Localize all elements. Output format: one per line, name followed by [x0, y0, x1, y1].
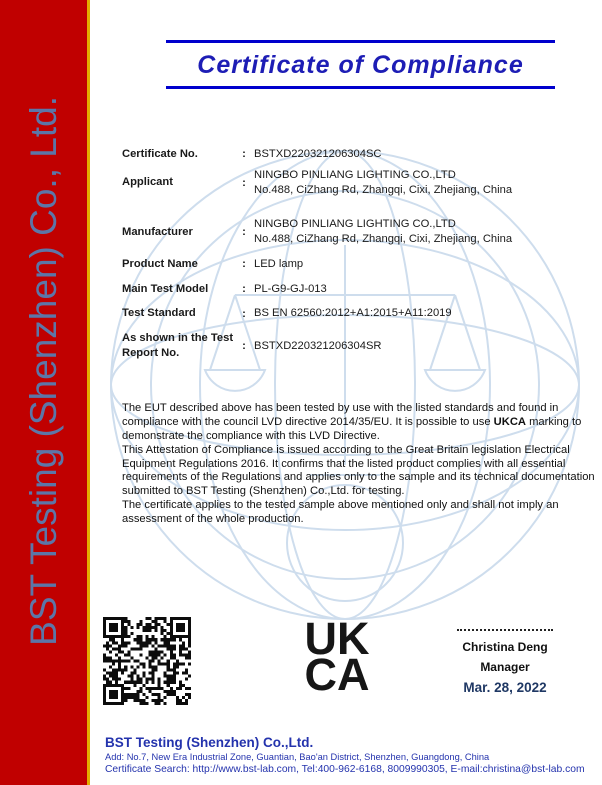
- field-row-certificate-no: [122, 147, 592, 162]
- signer-name: Christina Deng: [462, 640, 548, 654]
- page-title: Certificate of Compliance: [197, 51, 524, 79]
- footer-contact-line: Certificate Search: http://www.bst-lab.com, Tel:400-962-6168, 8009990305, E-mail:christina@bst-lab.com: [105, 764, 585, 775]
- footer: [105, 735, 595, 775]
- field-label: Certificate No.: [122, 148, 198, 160]
- signature-block: [438, 629, 572, 695]
- field-colon: :: [242, 307, 246, 320]
- ukca-line-ca: CA: [304, 649, 370, 700]
- compliance-statement: [122, 402, 596, 527]
- red-side-band: [0, 0, 87, 785]
- field-value-line: No.488, CiZhang Rd, Zhangqi, Cixi, Zhejiang, China: [254, 233, 513, 246]
- title-block: [166, 40, 555, 89]
- field-row-manufacturer: [122, 217, 592, 247]
- field-value: [254, 168, 592, 198]
- field-value: BSTXD220321206304SR: [254, 339, 382, 352]
- field-value: BSTXD220321206304SC: [254, 148, 382, 160]
- field-colon: :: [242, 176, 246, 189]
- footer-address: Add: No.7, New Era Industrial Zone, Guantian, Bao'an District, Shenzhen, Guangdong, China: [105, 752, 490, 762]
- field-value: LED lamp: [254, 257, 304, 270]
- field-label: Test Standard: [122, 307, 196, 320]
- field-row-test-report-no: [122, 331, 592, 361]
- ukca-conformity-mark: [293, 613, 381, 700]
- signer-role: Manager: [480, 660, 530, 674]
- vertical-company-name-wrap: [0, 88, 87, 654]
- field-colon: :: [242, 283, 246, 296]
- field-value: PL-G9-GJ-013: [254, 282, 327, 295]
- field-value-line: NINGBO PINLIANG LIGHTING CO.,LTD: [254, 218, 456, 231]
- field-colon: :: [242, 340, 246, 353]
- field-row-test-standard: [122, 306, 592, 321]
- field-label: As shown in the Test Report No.: [122, 332, 234, 360]
- field-row-applicant: [122, 168, 592, 198]
- field-label: Product Name: [122, 257, 198, 270]
- signature-dotted-line: [457, 629, 553, 631]
- certificate-fields: [122, 147, 592, 371]
- field-row-product-name: [122, 257, 592, 272]
- qr-code: [103, 617, 191, 705]
- vertical-company-name: BST Testing (Shenzhen) Co., Ltd.: [23, 96, 64, 646]
- statement-text: The EUT described above has been tested by use with the listed standards and found in compliance with the council LVD directive 2014/35/EU. It is possible to use: [122, 402, 559, 428]
- statement-text: marking to demonstrate the compliance with this LVD Directive.: [122, 415, 582, 442]
- field-value-line: NINGBO PINLIANG LIGHTING CO.,LTD: [254, 168, 456, 181]
- statement-paragraph-2: This Attestation of Compliance is issued according to the Great Britain legislation Electrical Equipment Regulations 2016. It confirms that the listed product complies with all essential requirements of the Regulations and applies only to the sample and its technical documentation submitted to BST Testing (Shenzhen) Co.,Ltd. for testing.: [122, 443, 595, 498]
- field-row-main-test-model: [122, 282, 592, 297]
- footer-company-name: BST Testing (Shenzhen) Co.,Ltd.: [105, 735, 314, 750]
- signature-date: Mar. 28, 2022: [463, 680, 547, 695]
- field-value: BS EN 62560:2012+A1:2015+A11:2019: [254, 307, 452, 320]
- ukca-line-uk: UK: [304, 613, 370, 664]
- field-colon: :: [242, 226, 246, 239]
- statement-paragraph-3: The certificate applies to the tested sample above mentioned only and shall not imply an assessment of the whole production.: [122, 499, 559, 526]
- field-value: [254, 217, 592, 247]
- field-label: Main Test Model: [122, 282, 209, 295]
- field-colon: :: [242, 258, 246, 271]
- field-value-line: No.488, CiZhang Rd, Zhangqi, Cixi, Zhejiang, China: [254, 183, 513, 196]
- field-colon: :: [242, 148, 246, 161]
- field-label: Manufacturer: [122, 225, 193, 238]
- ukca-bold-text: UKCA: [493, 415, 526, 428]
- statement-paragraph-1: [122, 402, 596, 444]
- field-label: Applicant: [122, 176, 173, 189]
- gold-divider-line: [87, 0, 90, 785]
